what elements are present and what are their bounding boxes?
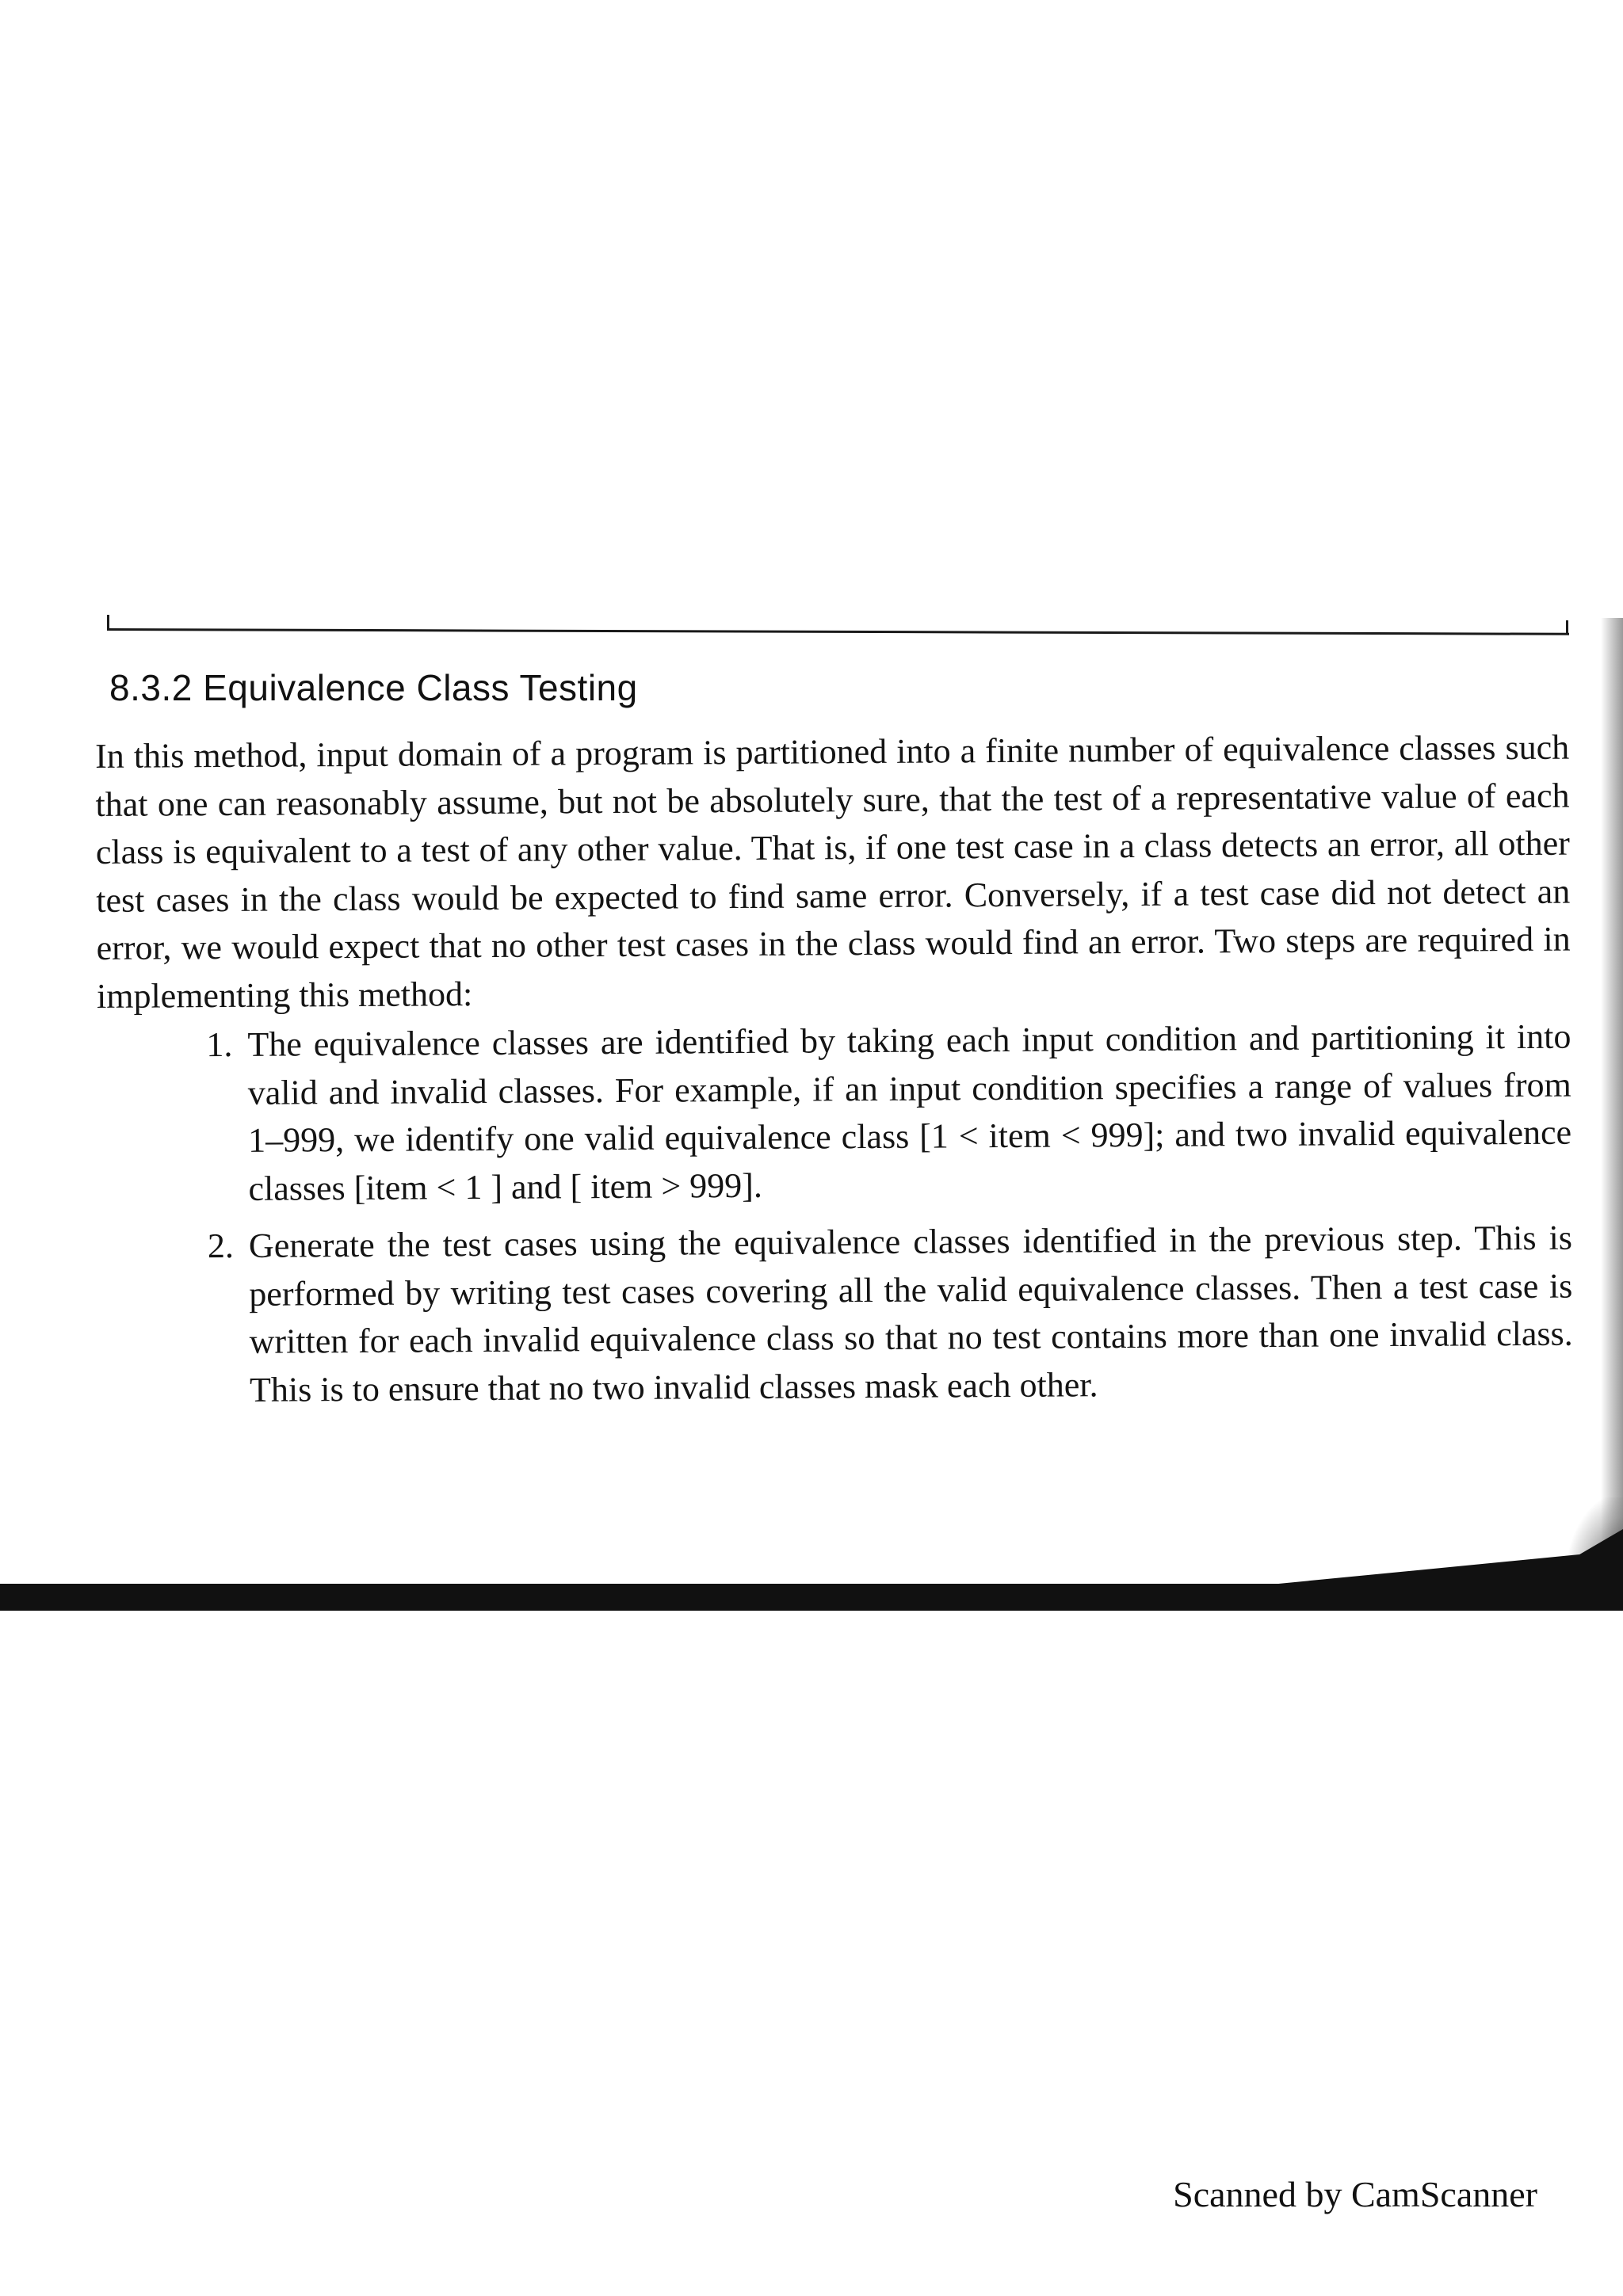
scanner-stamp: Scanned by CamScanner [1173,2174,1537,2214]
intro-paragraph: In this method, input domain of a program is partitioned into a finite number of equivalence classes such that one can reasonably assume, but not be absolutely sure, that the test of a representative value of each class is equivalent to a test of any other value. That is, if one test case in a class detects an error, all other test cases in the class would be expected to find same error. Conversely, if a test case did not detect an error, we would expect that no other test cases in the class would find an error. Two steps are required in implementing this method: [95,727,1571,1016]
step-text: The equivalence classes are identified by taking each input condition and partitioning it into valid and invalid classes. For example, if an input condition specifies a range of values from 1–999, we identify one valid equivalence class [1 < item < 999]; and two invalid equivalence classes [item < 1 ] and [ item > 999]. [247,1016,1572,1208]
step-number: 1. [206,1024,233,1065]
page-edge-shadow [1601,618,1623,1585]
steps-list [97,1013,1573,1415]
step-number: 2. [207,1226,235,1266]
page-bottom-edge [0,1584,1623,1611]
top-rule-right-tick [1566,620,1568,635]
top-rule-left-tick [107,615,109,629]
section-heading: 8.3.2 Equivalence Class Testing [109,667,638,708]
page-bottom-edge-wedge [1189,1529,1623,1592]
step-text: Generate the test cases using the equivalence classes identified in the previous step. This is performed by writing test cases covering all the valid equivalence classes. Then a test case is written for each invalid equivalence class so that no test contains more than one invalid class. This is to ensure that no two invalid classes mask each other. [248,1218,1573,1409]
list-item [97,1013,1571,1214]
section-body [95,724,1573,1415]
list-item [98,1215,1573,1415]
top-rule [107,628,1569,635]
